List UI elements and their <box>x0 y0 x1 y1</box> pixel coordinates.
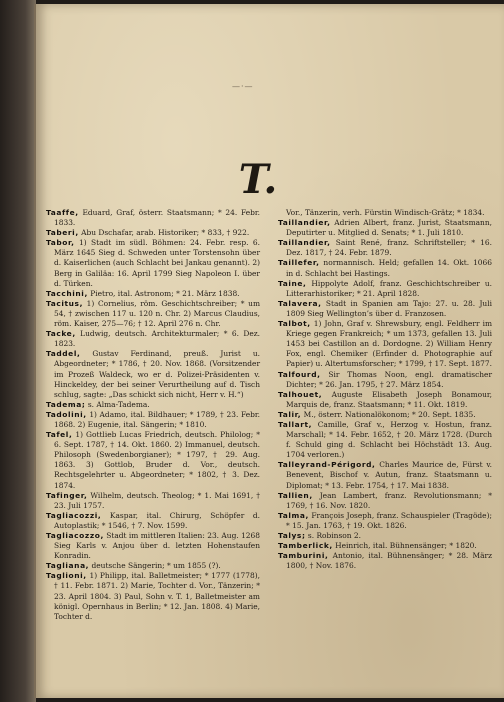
entry-headword: Talir, <box>278 409 302 419</box>
entry-text: Camille, Graf v., Herzog v. Hostun, franz. Marschall; * 14. Febr. 1652, † 20. März 1728. (Durch f. Schuld ging d. Schlacht bei Höchstädt 13. Aug. 1704 verloren.) <box>286 419 492 460</box>
entry-text: Abu Dschafar, arab. Historiker; * 833, † 922. <box>78 228 250 238</box>
entry-headword: Taine, <box>278 278 307 288</box>
entry-headword: Tallart, <box>278 419 313 429</box>
entry-text: Eduard, Graf, österr. Staatsmann; * 24. Febr. 1833. <box>54 208 260 228</box>
dictionary-entry <box>46 400 260 410</box>
dictionary-entry <box>46 561 260 571</box>
dictionary-entry <box>46 410 260 430</box>
entry-text: Stadt im mittleren Italien: 23. Aug. 1268 Sieg Karls v. Anjou über d. letzten Hohenstaufen Konradin. <box>54 531 260 561</box>
dictionary-entry <box>278 420 492 460</box>
dictionary-entry <box>278 258 492 278</box>
dictionary-entry <box>278 238 492 258</box>
dictionary-entry <box>278 511 492 531</box>
dictionary-entry <box>278 541 492 551</box>
dictionary-entry <box>46 228 260 238</box>
entry-headword: Taberi, <box>46 228 79 238</box>
entry-headword: Talys; <box>278 531 306 540</box>
dictionary-entry <box>278 208 492 218</box>
entry-text: Ludwig, deutsch. Architekturmaler; * 6. Dez. 1823. <box>54 329 260 349</box>
entry-headword: Taaffe, <box>46 208 79 217</box>
entry-text: Antonio, ital. Bühnensänger; * 28. März 1800, † Nov. 1876. <box>286 551 492 571</box>
dictionary-entry <box>278 279 492 299</box>
entry-headword: Tacke, <box>46 329 76 339</box>
entry-text: deutsche Sängerin; * um 1855 (?). <box>89 561 221 571</box>
entry-text: Wilhelm, deutsch. Theolog; * 1. Mai 1691, † 23. Juli 1757. <box>54 490 260 510</box>
entry-headword: Taillefer, <box>278 258 320 268</box>
scan-border <box>0 0 36 702</box>
entry-headword: Talavera, <box>278 298 322 308</box>
entry-headword: Tallien, <box>278 490 313 500</box>
entry-headword: Taglioni, <box>46 571 87 581</box>
entry-headword: Talbot, <box>278 319 311 329</box>
entry-text: Pietro, ital. Astronom; * 21. März 1838. <box>87 288 240 298</box>
dictionary-entry <box>46 511 260 531</box>
entry-headword: Tadema; <box>46 399 86 409</box>
entry-text: François Joseph, franz. Schauspieler (Tragöde); * 15. Jan. 1763, † 19. Okt. 1826. <box>286 510 492 530</box>
entry-text: Hippolyte Adolf, franz. Geschichtschreiber u. Litterarhistoriker; * 21. April 1828. <box>286 278 492 298</box>
entry-headword: Talfourd, <box>278 369 321 379</box>
dictionary-entry <box>46 289 260 299</box>
entry-text: Saint René, franz. Schriftsteller; * 16. Dez. 1817, † 24. Febr. 1879. <box>286 238 492 258</box>
section-letter: T. <box>238 156 278 203</box>
entry-text: 1) Cornelius, röm. Geschichtschreiber; * um 54, † zwischen 117 u. 120 n. Chr. 2) Marcus Claudius, röm. Kaiser, 275—76; † 12. April 276 n. Chr. <box>54 298 260 329</box>
entry-headword: Tamburini, <box>278 551 329 561</box>
dictionary-entry <box>278 531 492 541</box>
page-mark: —·— <box>232 82 254 91</box>
entry-text: Kaspar, ital. Chirurg, Schöpfer d. Autoplastik; * 1546, † 7. Nov. 1599. <box>54 510 260 530</box>
dictionary-entry <box>46 531 260 561</box>
entry-text: Gustav Ferdinand, preuß. Jurist u. Abgeordneter; * 1786, † 20. Nov. 1868. (Vorsitzender im Prozeß Waldeck, wo er d. Polizei-Präsidenten v. Hinckeldey, der bei seiner Verurtheilung auf d. Tisch schlug, sagte: „Das schickt sich nicht, Herr v. H.“) <box>54 349 260 399</box>
entry-text: 1) Gottlieb Lucas Friedrich, deutsch. Philolog; * 6. Sept. 1787, † 14. Okt. 1860. 2) Immanuel, deutsch. Philosoph (Swedenborgianer); * 1797, † 29. Aug. 1863. 3) Gottlob, Bruder d. Vor., deutsch. Rechtsgelehrter u. Abgeordneter; * 1802, † 3. Dez. 1874. <box>54 430 260 490</box>
entry-headword: Tafel, <box>46 430 73 440</box>
entry-text: normannisch. Held; gefallen 14. Okt. 1066 in d. Schlacht bei Hastings. <box>286 258 492 278</box>
dictionary-entry <box>278 319 492 369</box>
entry-headword: Tacchini, <box>46 288 88 298</box>
dictionary-entry <box>46 208 260 228</box>
entry-headword: Taddel, <box>46 349 81 359</box>
dictionary-entry <box>46 571 260 621</box>
entry-text: 1) Philipp, ital. Balletmeister; * 1777 (1778), † 11. Febr. 1871. 2) Marie, Tochter d. Vor., Tänzerin; * 23. April 1804. 3) Paul, Sohn v. T. 1, Balletmeister am königl. Opernhaus in Berlin; * 12. Jan. 1808. 4) Marie, Tochter d. <box>54 571 260 621</box>
entry-headword: Talma, <box>278 510 309 520</box>
entry-headword: Tafinger, <box>46 490 88 500</box>
dictionary-entry <box>278 410 492 420</box>
entry-text: Jean Lambert, franz. Revolutionsmann; * 1769, † 16. Nov. 1820. <box>286 490 492 510</box>
entry-text: Vor., Tänzerin, verh. Fürstin Windisch-Grätz; * 1834. <box>286 208 485 217</box>
dictionary-entry <box>46 329 260 349</box>
entry-headword: Taillandier, <box>278 218 331 228</box>
entry-text: Heinrich, ital. Bühnensänger; * 1820. <box>332 541 477 551</box>
entry-text: Charles Maurice de, Fürst v. Benevent, Bischof v. Autun, franz. Staatsmann u. Diplomat; * 13. Febr. 1754, † 17. Mai 1838. <box>286 460 492 490</box>
entry-headword: Talleyrand-Périgord, <box>278 460 376 470</box>
entry-headword: Tabor, <box>46 238 75 248</box>
entry-headword: Tamberlick, <box>278 541 333 551</box>
entry-headword: Tagliana, <box>46 561 90 571</box>
dictionary-entry <box>278 491 492 511</box>
dictionary-entry <box>278 460 492 490</box>
dictionary-entry <box>46 238 260 288</box>
dictionary-entry <box>278 299 492 319</box>
entry-text: 1) Stadt im südl. Böhmen: 24. Febr. resp. 6. März 1645 Sieg d. Schweden unter Torstensohn über d. Kaiserlichen (auch Schlacht bei Jankau genannt). 2) Berg in Galiläa: 16. April 1799 Sieg Napoleon I. über d. Türken. <box>54 238 260 288</box>
dictionary-entry <box>278 370 492 390</box>
entry-text: Stadt in Spanien am Tajo: 27. u. 28. Juli 1809 Sieg Wellington’s über d. Franzosen. <box>286 298 492 318</box>
right-column <box>278 208 492 571</box>
entry-text: 1) Adamo, ital. Bildhauer; * 1789, † 23. Febr. 1868. 2) Eugenie, ital. Sängerin; * 1810. <box>54 409 260 429</box>
entry-text: s. Alma-Tadema. <box>85 399 150 409</box>
entry-headword: Tagliacozzo, <box>46 531 104 540</box>
entry-text: 1) John, Graf v. Shrewsbury, engl. Feldherr im Kriege gegen Frankreich; * um 1373, gefallen 13. Juli 1453 bei Castillon an d. Dordogne. 2) William Henry Fox, engl. Chemiker (Erfinder d. Photographie auf Papier) u. Altertumsforscher; * 1799, † 17. Sept. 1877. <box>286 319 492 369</box>
left-column <box>46 208 260 622</box>
dictionary-entry <box>46 491 260 511</box>
entry-headword: Talhouet, <box>278 389 323 399</box>
entry-text: Sir Thomas Noon, engl. dramatischer Dichter; * 26. Jan. 1795, † 27. März 1854. <box>286 369 492 389</box>
dictionary-entry <box>46 299 260 329</box>
dictionary-entry <box>46 430 260 491</box>
entry-text: M., österr. Nationalökonom; * 20. Sept. 1835. <box>301 409 476 419</box>
entry-text: s. Robinson 2. <box>305 531 361 540</box>
entry-text: Auguste Elisabeth Joseph Bonamour, Marquis de, franz. Staatsmann; * 11. Okt. 1819. <box>286 389 492 409</box>
dictionary-entry <box>278 218 492 238</box>
entry-headword: Taillandier, <box>278 238 331 248</box>
entry-headword: Tacitus, <box>46 298 83 308</box>
dictionary-entry <box>46 349 260 399</box>
entry-headword: Tagliacozzi, <box>46 510 102 520</box>
dictionary-entry <box>278 551 492 571</box>
dictionary-entry <box>278 390 492 410</box>
entry-text: Adrien Albert, franz. Jurist, Staatsmann, Deputirter u. Mitglied d. Senats; * 1. Juli 1810. <box>286 218 492 238</box>
entry-headword: Tadolini, <box>46 409 87 419</box>
